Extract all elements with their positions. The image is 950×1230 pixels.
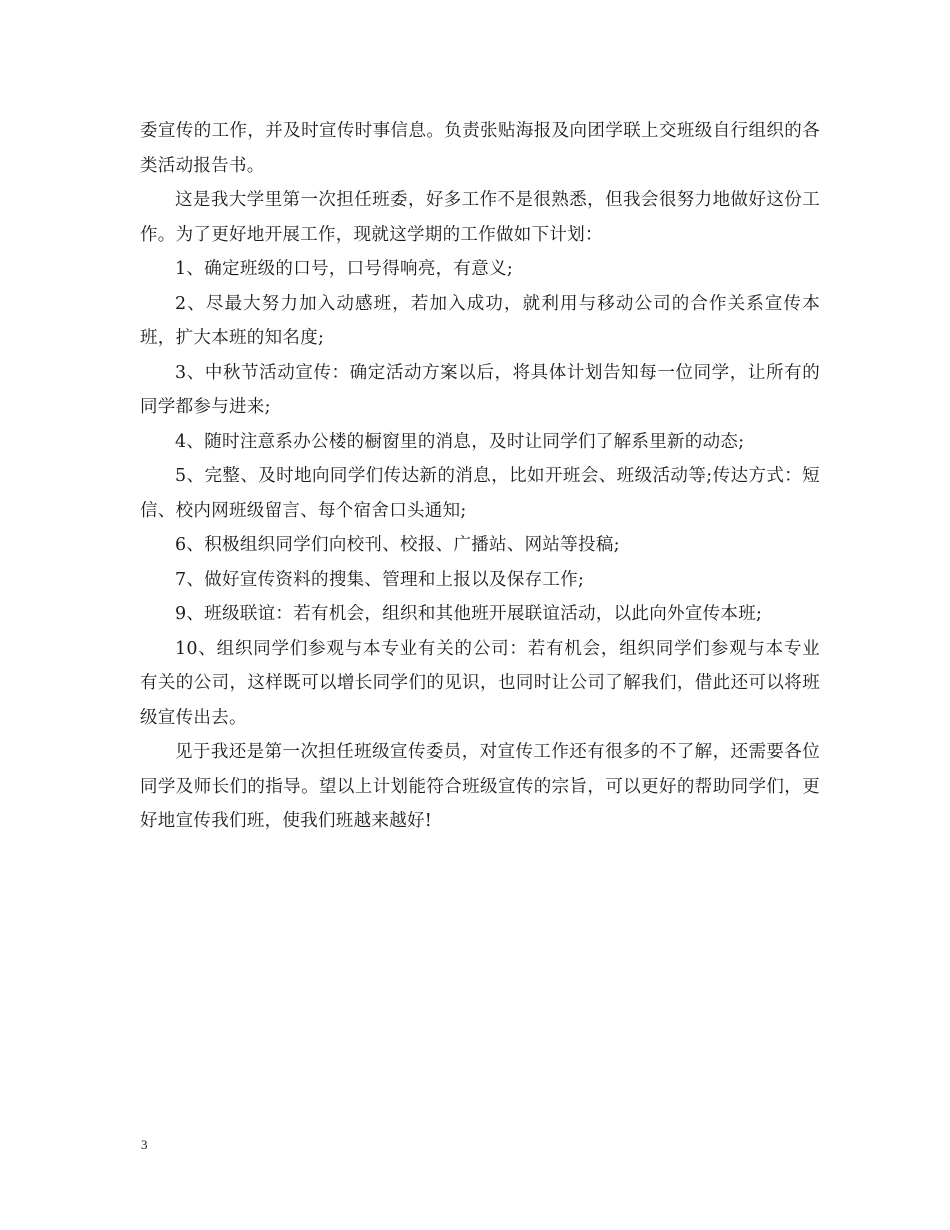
list-item-5: 5、完整、及时地向同学们传达新的消息，比如开班会、班级活动等;传达方式：短信、校内网班级留言、每个宿舍口头通知;	[140, 466, 820, 521]
document-body	[140, 114, 820, 839]
paragraph-2: 这是我大学里第一次担任班委，好多工作不是很熟悉，但我会很努力地做好这份工作。为了更好地开展工作，现就这学期的工作做如下计划：	[140, 190, 820, 245]
list-item-7: 7、做好宣传资料的搜集、管理和上报以及保存工作;	[175, 569, 585, 590]
list-item-6: 6、积极组织同学们向校刊、校报、广播站、网站等投稿;	[175, 535, 620, 555]
list-item-2: 2、尽最大努力加入动感班，若加入成功，就利用与移动公司的合作关系宣传本班，扩大本班的知名度;	[140, 293, 820, 348]
list-item-9: 9、班级联谊：若有机会，组织和其他班开展联谊活动，以此向外宣传本班;	[175, 604, 763, 624]
page-number: 3	[141, 1137, 148, 1152]
list-item-4: 4、随时注意系办公楼的橱窗里的消息，及时让同学们了解系里新的动态;	[175, 431, 745, 452]
list-item-10: 10、组织同学们参观与本专业有关的公司：若有机会，组织同学们参观与本专业有关的公司，这样既可以增长同学们的见识，也同时让公司了解我们，借此还可以将班级宣传出去。	[140, 638, 820, 728]
list-item-3: 3、中秋节活动宣传：确定活动方案以后，将具体计划告知每一位同学，让所有的同学都参与进来;	[140, 362, 820, 417]
list-item-1: 1、确定班级的口号，口号得响亮，有意义;	[175, 259, 514, 279]
closing-paragraph: 见于我还是第一次担任班级宣传委员，对宣传工作还有很多的不了解，还需要各位同学及师长们的指导。望以上计划能符合班级宣传的宗旨，可以更好的帮助同学们，更好地宣传我们班，使我们班越来越好!	[140, 742, 820, 831]
paragraph-1: 委宣传的工作，并及时宣传时事信息。负责张贴海报及向团学联上交班级自行组织的各类活动报告书。	[140, 121, 820, 176]
